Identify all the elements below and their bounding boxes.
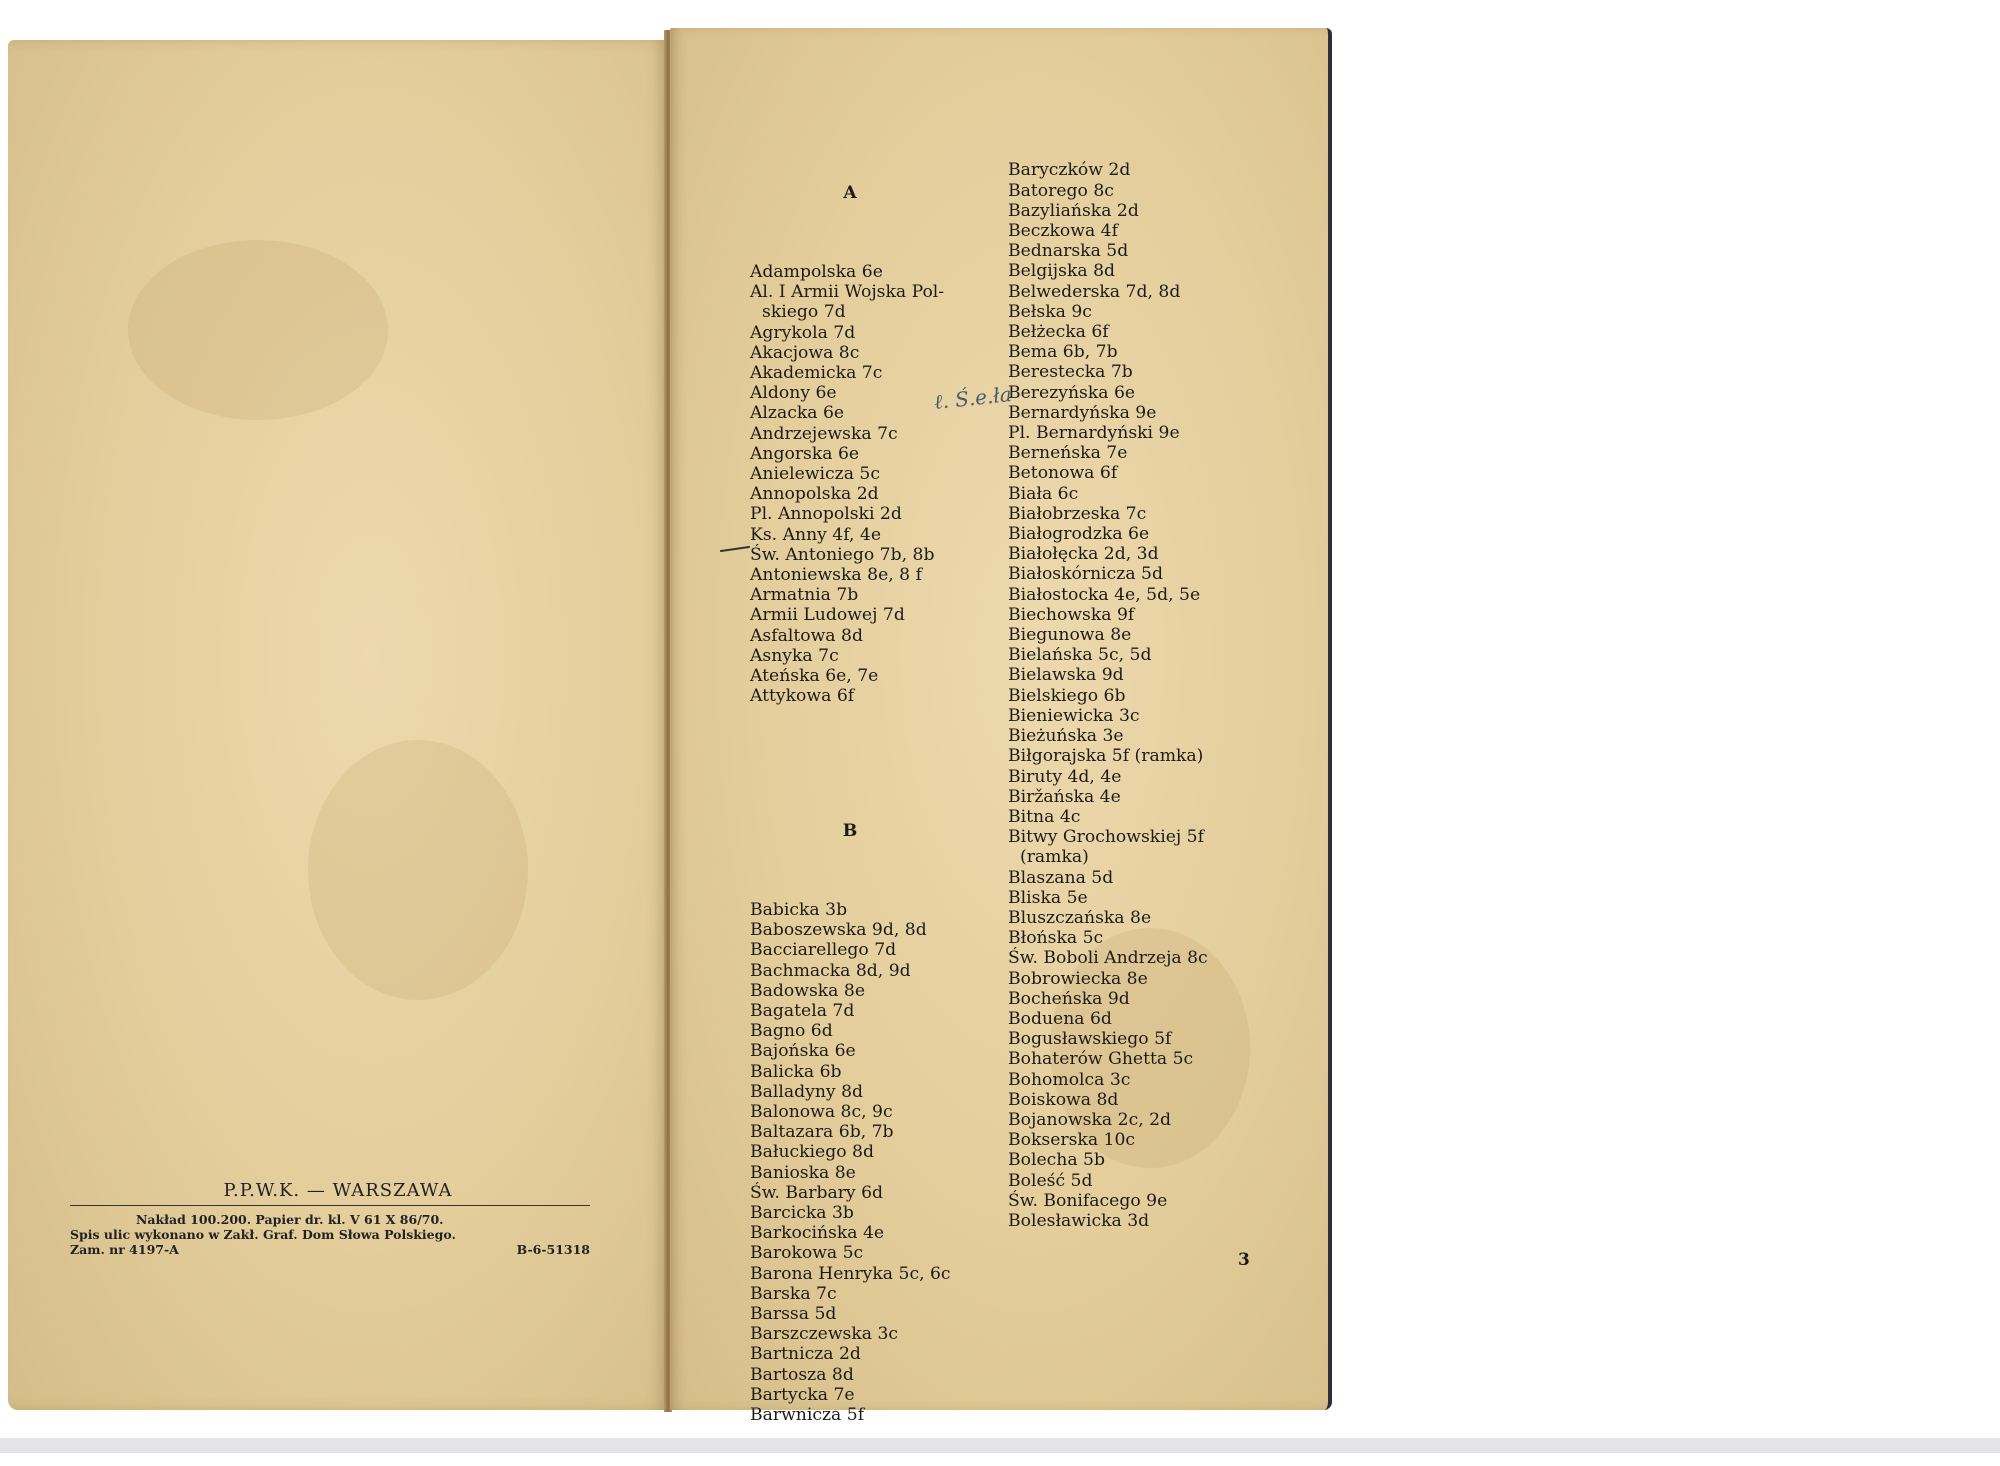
imprint-line-text: Zam. nr 4197-A [70, 1242, 179, 1257]
street-entry: Bednarska 5d [1008, 241, 1129, 262]
index-column-2 [1008, 120, 1328, 1272]
street-entry: Błońska 5c [1008, 928, 1104, 949]
street-entry: Bagatela 7d [750, 1000, 855, 1021]
street-entry: Bachmacka 8d, 9d [750, 960, 911, 981]
street-entry: Berneńska 7e [1008, 443, 1128, 464]
street-entry: Balicka 6b [750, 1061, 842, 1082]
street-entry: Balladyny 8d [750, 1081, 864, 1102]
paper-stain [308, 740, 528, 1000]
street-entry: Białogrodzka 6e [1008, 524, 1150, 545]
street-entry: Bełska 9c [1008, 301, 1092, 322]
street-entry: Barokowa 5c [750, 1243, 864, 1264]
street-entry: Bema 6b, 7b [1008, 342, 1118, 363]
street-entry: Berestecka 7b [1008, 362, 1133, 383]
street-entry: Badowska 8e [750, 980, 865, 1001]
street-entry: Bacciarellego 7d [750, 940, 897, 961]
imprint-line [70, 1227, 590, 1242]
street-entry: Barszczewska 3c [750, 1324, 899, 1345]
street-entry: Biłgorajska 5f (ramka) [1008, 746, 1204, 767]
street-entry: Beczkowa 4f [1008, 221, 1118, 242]
section-a-list [750, 262, 990, 706]
imprint-line [70, 1242, 590, 1257]
street-entry: Bartnicza 2d [750, 1344, 861, 1365]
street-entry: Bielańska 5c, 5d [1008, 645, 1152, 666]
street-entry: Bocheńska 9d [1008, 988, 1130, 1009]
street-entry: Białostocka 4e, 5d, 5e [1008, 584, 1201, 605]
section-gap [750, 747, 990, 781]
street-entry: Bielawska 9d [1008, 665, 1124, 686]
page-number: 3 [1238, 1250, 1250, 1270]
street-entry: Św. Bonifacego 9e [1008, 1190, 1168, 1211]
street-entry: Baryczków 2d [1008, 160, 1131, 181]
street-entry: Asfaltowa 8d [750, 625, 863, 646]
street-entry: Barcicka 3b [750, 1202, 854, 1223]
street-entry: Biegunowa 8e [1008, 625, 1132, 646]
street-entry: Bliska 5e [1008, 887, 1088, 908]
street-entry: Bełżecka 6f [1008, 322, 1109, 343]
street-entry: Blaszana 5d [1008, 867, 1114, 888]
street-entry: Biruty 4d, 4e [1008, 766, 1122, 787]
street-entry: Akacjowa 8c [750, 342, 860, 363]
section-heading-a: A [843, 183, 857, 204]
street-entry: Alzacka 6e [750, 403, 845, 424]
street-entry: Św. Barbary 6d [750, 1182, 884, 1203]
street-entry: Armii Ludowej 7d [750, 605, 905, 626]
paper-stain [128, 240, 388, 420]
pencil-mark [720, 546, 750, 552]
street-entry: Boiskowa 8d [1008, 1089, 1119, 1110]
street-entry: Bluszczańska 8e [1008, 907, 1152, 928]
street-entry: Bokserska 10c [1008, 1130, 1136, 1151]
street-entry: Belwederska 7d, 8d [1008, 281, 1181, 302]
street-entry: Bazyliańska 2d [1008, 200, 1139, 221]
imprint-divider [70, 1205, 590, 1206]
street-entry: Ateńska 6e, 7e [750, 666, 879, 687]
street-entry: Bitna 4c [1008, 806, 1081, 827]
street-entry: Biržańska 4e [1008, 786, 1121, 807]
street-entry: Andrzejewska 7c [750, 423, 898, 444]
street-entry: Bernardyńska 9e [1008, 402, 1157, 423]
street-entry: Babicka 3b [750, 899, 848, 920]
street-entry: Baboszewska 9d, 8d [750, 920, 927, 941]
street-entry: Angorska 6e [750, 443, 860, 464]
street-entry: Bartosza 8d [750, 1364, 854, 1385]
street-entry: Barona Henryka 5c, 6c [750, 1263, 951, 1284]
street-entry: Biechowska 9f [1008, 604, 1135, 625]
street-entry: Barkocińska 4e [750, 1223, 885, 1244]
index-column-1 [750, 175, 990, 1466]
left-page [8, 40, 668, 1410]
street-entry: Agrykola 7d [750, 322, 856, 343]
street-entry: Bobrowiecka 8e [1008, 968, 1148, 989]
street-entry: Barssa 5d [750, 1303, 837, 1324]
street-entry: Bolesławicka 3d [1008, 1210, 1150, 1231]
section-b-list-2 [1008, 160, 1328, 1231]
street-entry: Białoskórnicza 5d [1008, 564, 1163, 585]
street-entry: Annopolska 2d [750, 484, 879, 505]
street-entry: (ramka) [1020, 847, 1089, 868]
street-entry: Batorego 8c [1008, 180, 1114, 201]
street-entry: Boduena 6d [1008, 1008, 1112, 1029]
street-entry: Białobrzeska 7c [1008, 503, 1147, 524]
street-entry: Belgijska 8d [1008, 261, 1116, 282]
street-entry: Pl. Annopolski 2d [750, 504, 902, 525]
street-entry: Bojanowska 2c, 2d [1008, 1109, 1172, 1130]
street-entry: Białołęcka 2d, 3d [1008, 544, 1159, 565]
street-entry: Pl. Bernardyński 9e [1008, 423, 1180, 444]
street-entry: Bajońska 6e [750, 1041, 856, 1062]
street-entry: Aldony 6e [750, 383, 837, 404]
imprint-line-code: B-6-51318 [516, 1242, 590, 1257]
street-entry: Bieżuńska 3e [1008, 726, 1124, 747]
right-page [670, 28, 1332, 1425]
street-entry: Bohaterów Ghetta 5c [1008, 1049, 1194, 1070]
street-entry: Boleść 5d [1008, 1170, 1093, 1191]
imprint-line-text: Nakład 100.200. Papier dr. kl. V 61 X 86/70. [136, 1212, 444, 1227]
street-entry: Bitwy Grochowskiej 5f [1008, 827, 1204, 848]
imprint-line [136, 1212, 586, 1227]
section-heading-b: B [842, 821, 858, 842]
street-entry: Al. I Armii Wojska Pol- [750, 282, 945, 303]
street-entry: Bałuckiego 8d [750, 1142, 874, 1163]
street-entry: Akademicka 7c [750, 363, 883, 384]
street-entry: Balonowa 8c, 9c [750, 1101, 893, 1122]
street-entry: Armatnia 7b [750, 585, 859, 606]
street-entry: Św. Boboli Andrzeja 8c [1008, 948, 1208, 969]
street-entry: Barwnicza 5f [750, 1404, 865, 1425]
scanner-background-strip [0, 1438, 2000, 1453]
street-entry: Berezyńska 6e [1008, 382, 1136, 403]
street-entry: Banioska 8e [750, 1162, 856, 1183]
street-entry: Bieniewicka 3c [1008, 705, 1140, 726]
street-entry: Adampolska 6e [750, 262, 883, 283]
imprint-line-text: Spis ulic wykonano w Zakł. Graf. Dom Słowa Polskiego. [70, 1227, 456, 1242]
handwritten-note: ℓ. Ś.e.ła [932, 382, 1013, 414]
street-entry: Barska 7c [750, 1283, 837, 1304]
street-entry: Bartycka 7e [750, 1384, 855, 1405]
imprint-title: P.P.W.K. — WARSZAWA [223, 1180, 453, 1201]
street-entry: Bielskiego 6b [1008, 685, 1126, 706]
street-entry: Attykowa 6f [750, 686, 855, 707]
street-entry: Bogusławskiego 5f [1008, 1029, 1172, 1050]
street-entry: skiego 7d [762, 302, 846, 323]
street-entry: Bolecha 5b [1008, 1150, 1105, 1171]
street-entry: Antoniewska 8e, 8 f [750, 565, 922, 586]
street-entry: Św. Antoniego 7b, 8b [750, 544, 935, 565]
section-b-list-1 [750, 900, 990, 1425]
street-entry: Anielewicza 5c [750, 464, 880, 485]
street-entry: Asnyka 7c [750, 645, 839, 666]
street-entry: Ks. Anny 4f, 4e [750, 524, 882, 545]
street-entry: Bagno 6d [750, 1021, 833, 1042]
street-entry: Betonowa 6f [1008, 463, 1118, 484]
street-entry: Bohomolca 3c [1008, 1069, 1131, 1090]
street-entry: Biała 6c [1008, 483, 1079, 504]
street-entry: Baltazara 6b, 7b [750, 1122, 894, 1143]
